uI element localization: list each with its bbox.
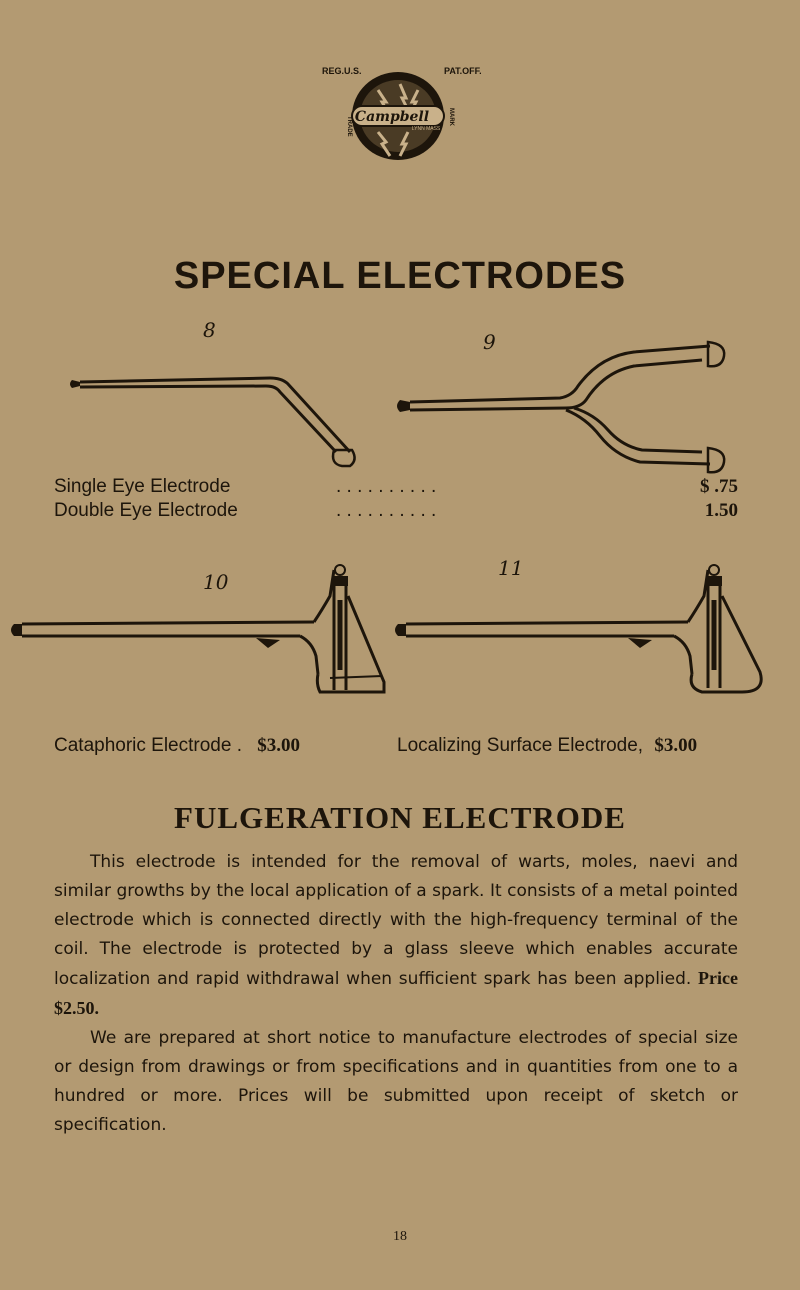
single-eye-electrode-illustration [60,360,360,470]
localizing-caption [397,735,697,757]
custom-manufacture-note: We are prepared at short notice to manufacture electrodes of special size or design from drawings or from specifications and in quantities from one to a hundred or more. Prices will be submitted upon receipt of sketch or specification. [54,1028,738,1135]
localizing-label: Localizing Surface Electrode, [397,735,644,756]
localizing-surface-electrode-illustration [392,560,772,700]
price-row-single-eye [54,476,738,502]
fulgeration-description-text: This electrode is intended for the removal of warts, moles, naevi and similar growths by the local application of a spark. It consists of a metal pointed electrode which is connected directly with the high-frequency terminal of the coil. The electrode is protected by a glass sleeve which enables accurate localization and rapid withdrawal when sufficient spark has been applied. [54,852,738,989]
price-row-double-eye [54,500,738,526]
logo-reg-text: REG.U.S. [322,66,362,76]
price-row-leader: . . . . . . . . . . [336,500,437,521]
fulgeration-heading: FULGERATION ELECTRODE [174,800,626,835]
logo-right-text: MARK [448,108,454,126]
fulgeration-price: Price $2.50. [54,968,738,1018]
page-number: 18 [393,1229,407,1244]
cataphoric-caption [54,735,300,757]
figure-number-9: 9 [483,330,496,354]
logo-center-text: Campbell [354,109,430,125]
price-row-label: Single Eye Electrode [54,476,231,497]
logo-sub-text: LYNN MASS [411,126,441,132]
figure-number-10: 10 [203,570,229,594]
double-eye-electrode-illustration [390,338,740,488]
price-row-leader: . . . . . . . . . . [336,476,437,497]
logo-patoff-text: PAT.OFF. [444,66,482,76]
price-row-price: 1.50 [704,500,738,521]
price-row-label: Double Eye Electrode [54,500,238,521]
price-row-price: $ .75 [700,476,738,497]
page-title: SPECIAL ELECTRODES [173,255,627,297]
localizing-price: $3.00 [654,735,698,756]
logo-left-text: TRADE [346,116,352,137]
cataphoric-price: $3.00 [257,735,301,756]
lightning-seal-icon [338,72,458,164]
figure-number-11: 11 [498,556,524,580]
cataphoric-electrode-illustration [0,560,395,700]
figure-number-8: 8 [203,318,216,342]
cataphoric-label: Cataphoric Electrode . [54,735,242,756]
fulgeration-description [54,848,738,1024]
